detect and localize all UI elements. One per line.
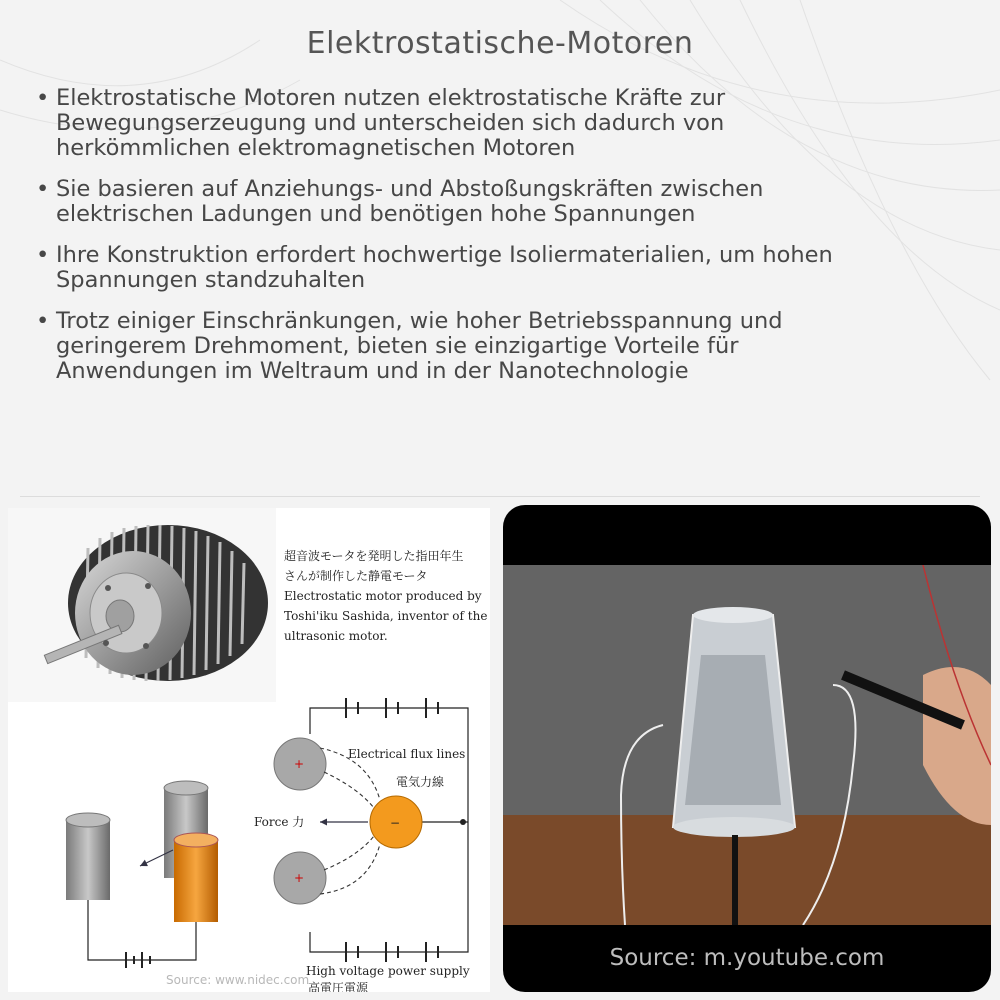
motor-caption (284, 546, 494, 646)
bullet-dot: • (36, 176, 50, 202)
left-image-panel (8, 508, 490, 992)
plus-sign: + (294, 757, 305, 771)
plus-sign: + (294, 871, 305, 885)
gray-electrode-left (66, 813, 110, 900)
source-label-right: Source: m.youtube.com (609, 945, 885, 971)
caption-line: 超音波モータを発明した指田年生 (284, 549, 464, 563)
bullet-line: Trotz einiger Einschränkungen, wie hoher Betriebsspannung und (56, 308, 783, 334)
bullet-item (36, 177, 976, 227)
divider (20, 496, 980, 497)
video-frame (503, 565, 991, 925)
bullet-item (36, 309, 976, 384)
bullet-list (36, 86, 976, 400)
supply-label-jp: 高電圧電源 (308, 981, 369, 992)
bullet-line: Anwendungen im Weltraum und in der Nanotechnologie (56, 358, 689, 384)
caption-line: Toshi'iku Sashida, inventor of the (284, 609, 488, 623)
motor-photo (8, 508, 276, 702)
bullet-line: herkömmlichen elektromagnetischen Motoren (56, 135, 576, 161)
flux-label-jp: 電気力線 (396, 775, 445, 789)
bullet-dot: • (36, 242, 50, 268)
bullet-line: Sie basieren auf Anziehungs- und Abstoßungskräften zwischen (56, 176, 764, 202)
bullet-dot: • (36, 85, 50, 111)
bullet-line: geringerem Drehmoment, bieten sie einzigartige Vorteile für (56, 333, 739, 359)
electrostatic-diagram (8, 688, 490, 992)
bullet-line: Elektrostatische Motoren nutzen elektrostatische Kräfte zur (56, 85, 726, 111)
bullet-line: Spannungen standzuhalten (56, 267, 366, 293)
bullet-dot: • (36, 308, 50, 334)
bullet-line: Bewegungserzeugung und unterscheiden sich dadurch von (56, 110, 725, 136)
flux-label: Electrical flux lines (348, 747, 466, 761)
video-still-panel (503, 505, 991, 992)
bullet-item (36, 243, 976, 293)
minus-sign: − (390, 816, 401, 830)
force-label: Force 力 (254, 815, 305, 829)
bullet-line: Ihre Konstruktion erfordert hochwertige Isoliermaterialien, um hohen (56, 242, 833, 268)
foil-cup (673, 607, 795, 837)
bullet-item (36, 86, 976, 161)
supply-label: High voltage power supply (306, 964, 470, 978)
bullet-line: elektrischen Ladungen und benötigen hohe Spannungen (56, 201, 696, 227)
caption-line: Electrostatic motor produced by (284, 589, 482, 603)
caption-line: さんが制作した静電モータ (284, 569, 428, 583)
page-title: Elektrostatische-Motoren (306, 26, 694, 61)
caption-line: ultrasonic motor. (284, 629, 388, 643)
source-label-left: Source: www.nidec.com (166, 973, 310, 987)
orange-electrode (174, 833, 218, 922)
